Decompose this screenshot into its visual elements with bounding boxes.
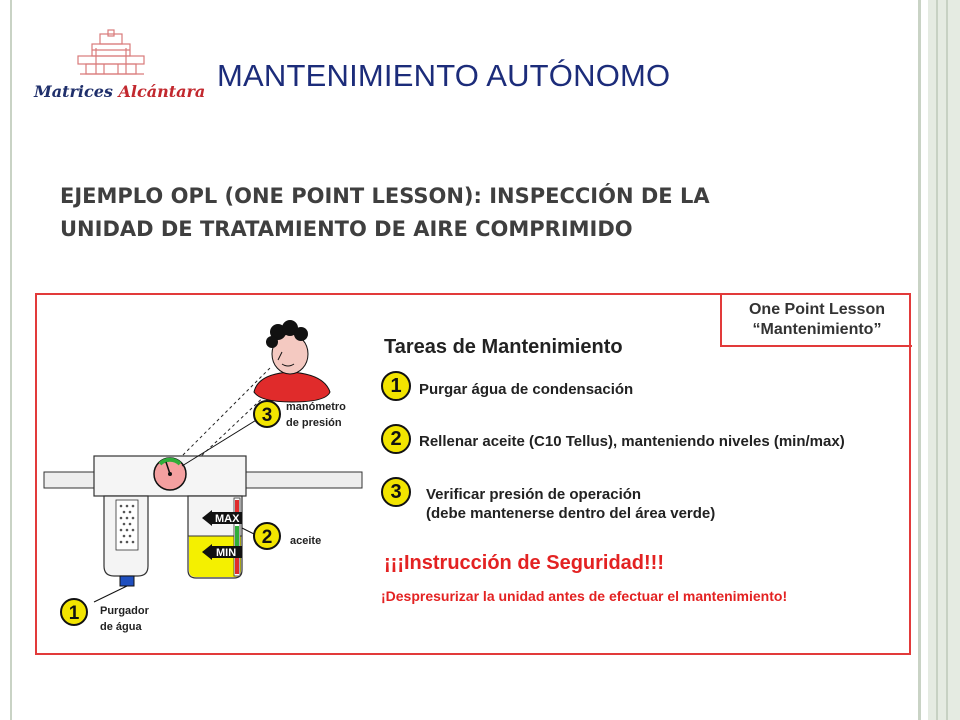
pressure-gauge-icon bbox=[154, 458, 186, 490]
air-treatment-unit-diagram bbox=[38, 296, 368, 648]
manometer-label-2: de presión bbox=[286, 417, 342, 429]
svg-text:3: 3 bbox=[261, 405, 273, 426]
filter-bowl bbox=[104, 496, 148, 576]
drain-label-2: de água bbox=[100, 621, 142, 633]
subtitle-line-2: UNIDAD DE TRATAMIENTO DE AIRE COMPRIMIDO bbox=[60, 217, 633, 241]
svg-text:2: 2 bbox=[261, 527, 273, 548]
slide-side-band bbox=[928, 0, 960, 720]
logo-die-drawing-icon bbox=[34, 28, 194, 84]
oil-leader-line bbox=[242, 528, 254, 534]
drain-valve-icon bbox=[120, 576, 134, 586]
svg-text:1: 1 bbox=[68, 603, 80, 624]
drain-leader-line bbox=[94, 586, 127, 602]
task-3-text-line-2: (debe mantenerse dentro del área verde) bbox=[426, 505, 716, 522]
logo-text-part2: Alcántara bbox=[118, 82, 206, 101]
slide-frame-left bbox=[10, 0, 12, 720]
company-logo bbox=[34, 28, 206, 108]
subtitle-line-1: EJEMPLO OPL (ONE POINT LESSON): INSPECCIÓN DE LA bbox=[60, 184, 710, 208]
slide-frame-right bbox=[918, 0, 921, 720]
badge-2-icon bbox=[254, 523, 280, 549]
logo-text-part1: Matrices bbox=[34, 82, 113, 101]
manometer-label-1: manómetro bbox=[286, 401, 346, 413]
opl-tag-line-2: “Mantenimiento” bbox=[752, 321, 882, 338]
side-line bbox=[936, 0, 938, 720]
person-inspecting-icon bbox=[254, 320, 330, 402]
slide-title: MANTENIMIENTO AUTÓNOMO bbox=[217, 58, 671, 93]
max-level-label: MAX bbox=[215, 513, 240, 525]
logo-text bbox=[34, 82, 206, 101]
task-1-badge: 1 bbox=[381, 371, 411, 401]
task-2-badge: 2 bbox=[381, 424, 411, 454]
opl-tag bbox=[720, 295, 912, 347]
badge-1-icon bbox=[61, 599, 87, 625]
badge-3-icon bbox=[254, 401, 280, 427]
drain-label-1: Purgador bbox=[100, 605, 149, 617]
opl-tag-line-1: One Point Lesson bbox=[748, 301, 885, 318]
task-1-text: Purgar água de condensación bbox=[419, 381, 634, 398]
slide-subtitle bbox=[60, 180, 880, 246]
task-2-text: Rellenar aceite (C10 Tellus), manteniendo niveles (min/max) bbox=[419, 433, 845, 450]
tasks-title: Tareas de Mantenimiento bbox=[384, 336, 623, 358]
min-level-label: MIN bbox=[216, 547, 237, 559]
safety-text: ¡Despresurizar la unidad antes de efectuar el mantenimiento! bbox=[381, 588, 788, 604]
task-3-text: Verificar presión de operación bbox=[426, 486, 642, 503]
safety-title: ¡¡¡Instrucción de Seguridad!!! bbox=[384, 552, 664, 574]
oil-label: aceite bbox=[290, 535, 322, 547]
task-3-badge: 3 bbox=[381, 477, 411, 507]
side-line bbox=[946, 0, 948, 720]
oil-lubricator-bowl bbox=[188, 496, 242, 578]
